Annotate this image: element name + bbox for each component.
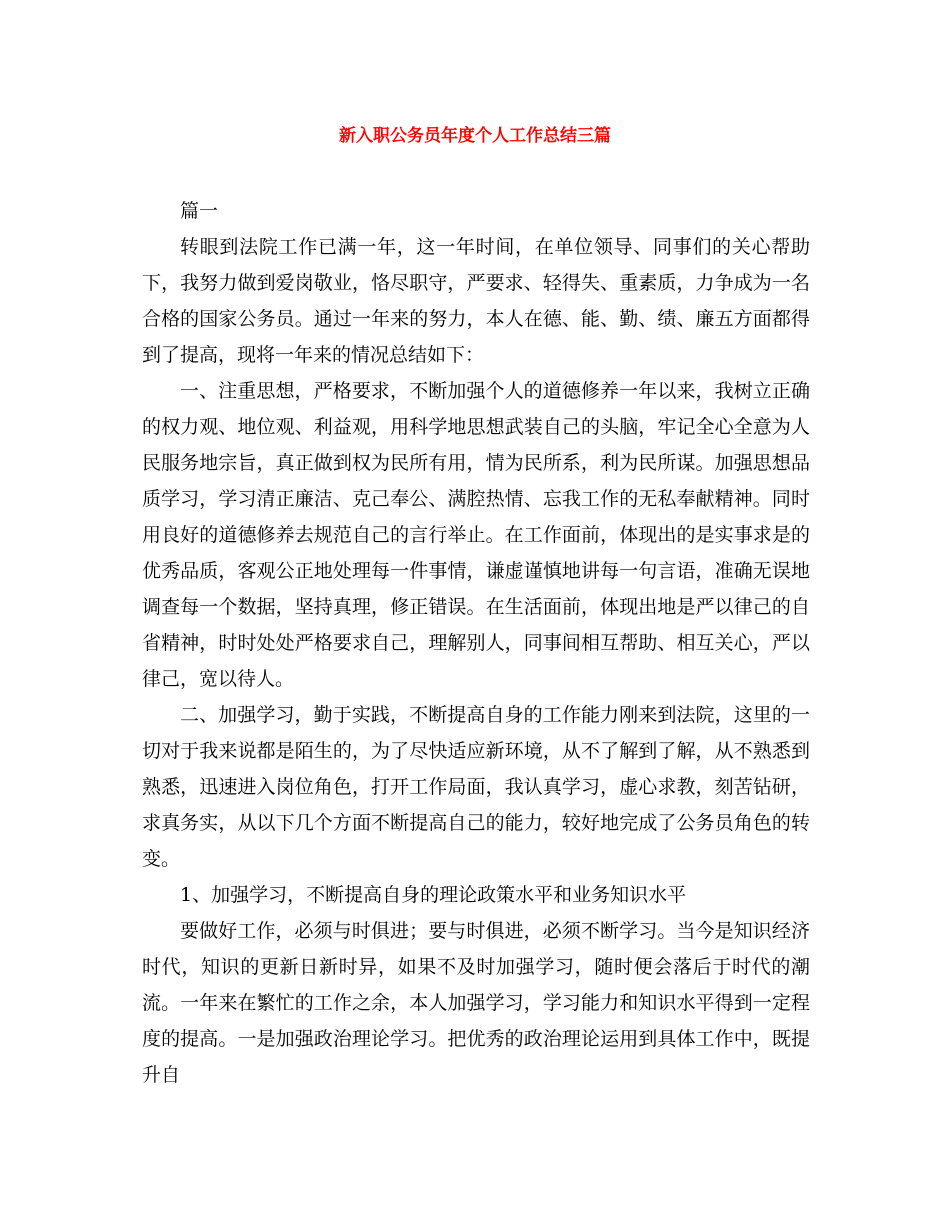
document-body — [142, 193, 810, 1093]
paragraph-section-two: 二、加强学习，勤于实践，不断提高自身的工作能力刚来到法院，这里的一切对于我来说都是陌生的，为了尽快适应新环境，从不了解到了解，从不熟悉到熟悉，迅速进入岗位角色，打开工作局面，我认真学习，虚心求教，刻苦钻研，求真务实，从以下几个方面不断提高自己的能力，较好地完成了公务员角色的转变。 — [142, 704, 810, 870]
subheading-study: 1、加强学习，不断提高自身的理论政策水平和业务知识水平 — [180, 884, 687, 906]
paragraph-intro: 转眼到法院工作已满一年，这一年时间，在单位领导、同事们的关心帮助下，我努力做到爱岗敬业，恪尽职守，严要求、轻得失、重素质，力争成为一名合格的国家公务员。通过一年来的努力，本人在德、能、勤、绩、廉五方面都得到了提高，现将一年来的情况总结如下： — [142, 236, 810, 366]
paragraph-study: 要做好工作，必须与时俱进；要与时俱进，必须不断学习。当今是知识经济时代，知识的更新日新时异，如果不及时加强学习，随时便会落后于时代的潮流。一年来在繁忙的工作之余，本人加强学习，学习能力和知识水平得到一定程度的提高。一是加强政治理论学习。把优秀的政治理论运用到具体工作中，既提升自 — [142, 920, 810, 1086]
document-title: 新入职公务员年度个人工作总结三篇 — [339, 126, 611, 146]
paragraph-section-one: 一、注重思想，严格要求，不断加强个人的道德修养一年以来，我树立正确的权力观、地位观、利益观，用科学地思想武装自己的头脑，牢记全心全意为人民服务地宗旨，真正做到权为民所有用，情为民所系，利为民所谋。加强思想品质学习，学习清正廉洁、克己奉公、满腔热情、忘我工作的无私奉献精神。同时用良好的道德修养去规范自己的言行举止。在工作面前，体现出的是实事求是的优秀品质，客观公正地处理每一件事情，谦虚谨慎地讲每一句言语，准确无误地调查每一个数据，坚持真理，修正错误。在生活面前，体现出地是严以律己的自省精神，时时处处严格要求自己，理解别人，同事间相互帮助、相互关心，严以律己，宽以待人。 — [142, 380, 810, 690]
section-label: 篇一 — [180, 200, 219, 222]
